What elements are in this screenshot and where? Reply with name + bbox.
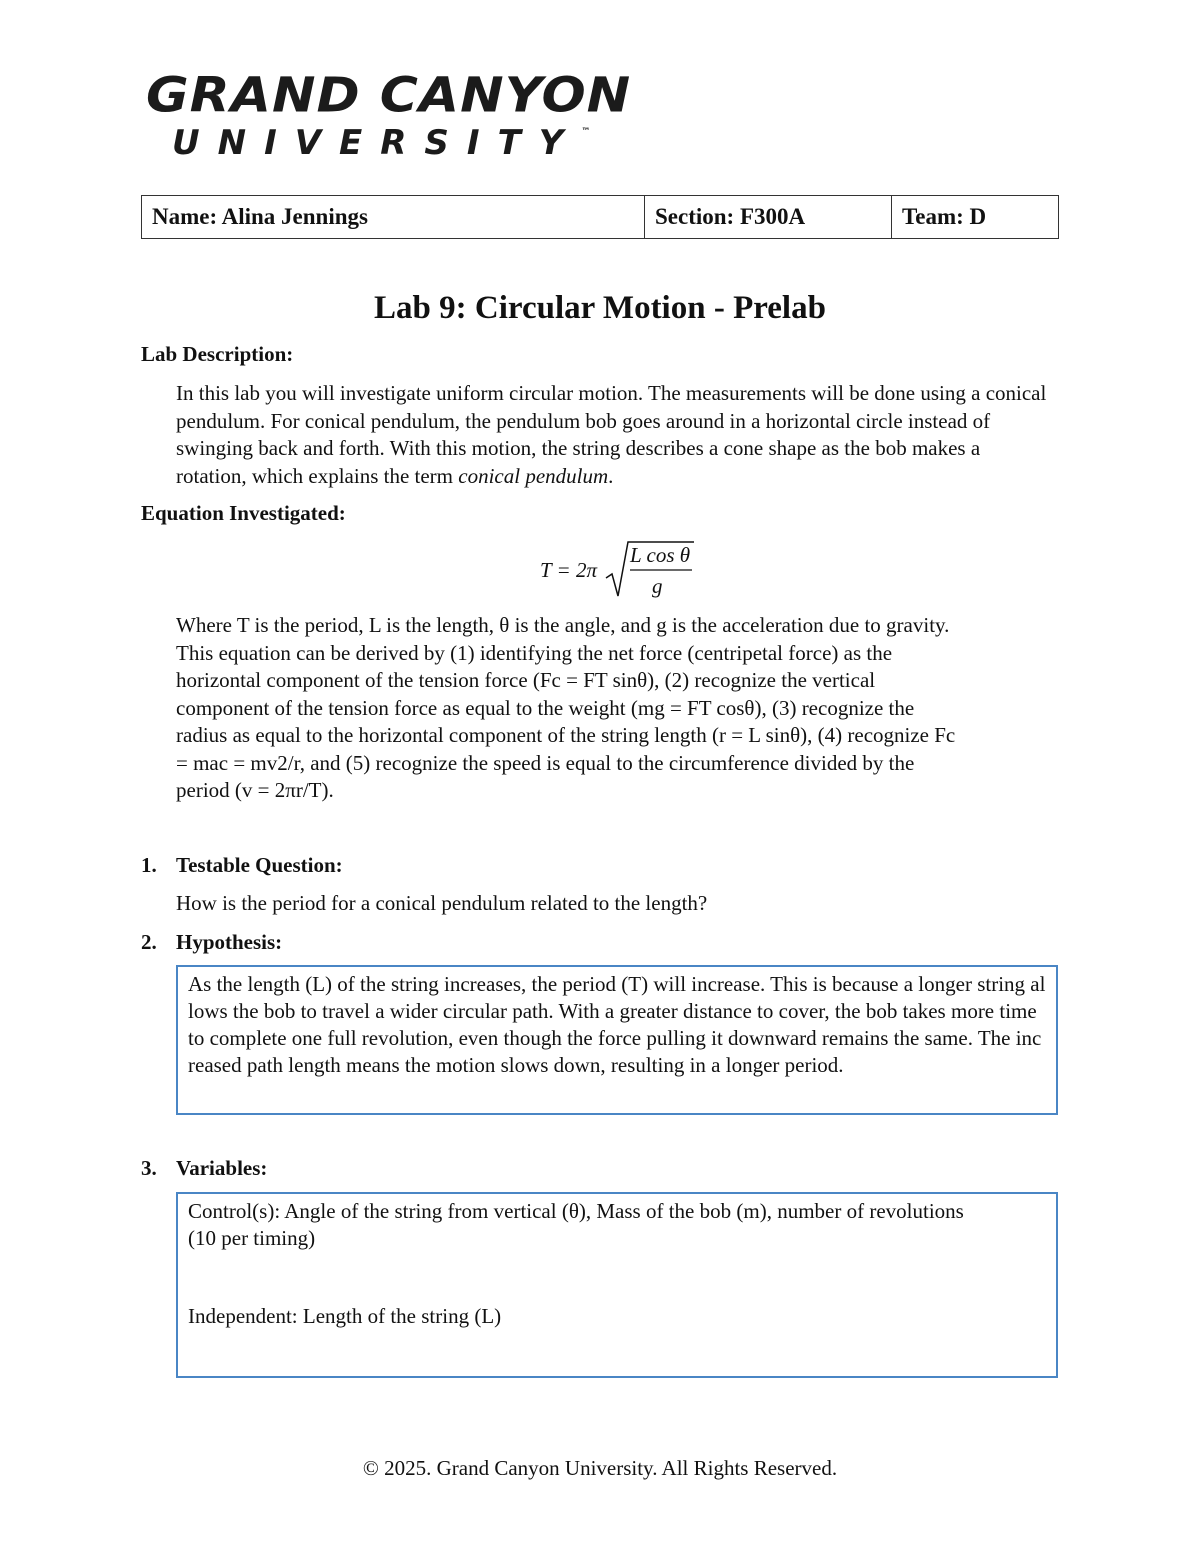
logo-line2 [172,123,591,163]
page-title: Lab 9: Circular Motion - Prelab [374,290,826,326]
explanation-line: period (v = 2πr/T). [176,778,334,802]
variables-box[interactable] [176,1192,1058,1378]
equation-numerator: L cos θ [630,543,691,567]
section-cell: Section: F300A [645,196,892,239]
explanation-line: = mac = mv2/r, and (5) recognize the speed is equal to the circumference divided by the [176,750,915,775]
q3-heading: Variables: [176,1156,268,1180]
independent-variable: Independent: Length of the string (L) [188,1304,502,1328]
logo-trademark: ™ [581,127,591,137]
name-cell: Name: Alina Jennings [142,196,645,239]
explanation-line: component of the tension force as equal to the weight (mg = FT cosθ), (3) recognize the [176,695,915,720]
q1-heading: Testable Question: [176,853,343,877]
equation-heading: Equation Investigated: [141,501,346,525]
explanation-line: horizontal component of the tension force (Fc = FT sinθ), (2) recognize the vertical [176,668,876,692]
copyright-footer: © 2025. Grand Canyon University. All Rights Reserved. [362,1456,838,1480]
explanation-line: This equation can be derived by (1) identifying the net force (centripetal force) as the [176,640,893,665]
hypothesis-box[interactable] [176,965,1058,1115]
q1-text: How is the period for a conical pendulum related to the length? [176,891,708,915]
logo-line2-text: UNIVERSITY [172,123,582,163]
logo-line1: GRAND CANYON [146,68,632,124]
explanation-line: Where T is the period, L is the length, θ is the angle, and g is the acceleration due to gravity. [176,613,950,637]
lab-description-body: In this lab you will investigate uniform circular motion. The measurements will be done using a conical pendulum. For conical pendulum, the pendulum bob goes around in a horizontal circle instead of swinging back and forth. With this motion, the string describes a cone shape as the bob makes a rotation, which explains the term [176,381,1047,488]
explanation-line: radius as equal to the horizontal component of the string length (r = L sinθ), (4) recognize Fc [176,723,956,747]
equation-lhs: T = 2π [540,558,597,582]
lab-description-text [176,380,1052,490]
equation-denominator: g [652,574,663,598]
student-info-table [141,195,1059,239]
hypothesis-text: As the length (L) of the string increases, the period (T) will increase. This is because a longer string allows the bob to travel a wider circular path. With a greater distance to cover, the bob takes more time to complete one full revolution, even though the force pulling it downward remains the same. The increased path length means the motion slows down, resulting in a longer period. [188,972,1046,1077]
equation-explanation [176,612,1056,805]
lab-description-heading: Lab Description: [141,342,294,366]
q3-number: 3. [141,1156,157,1180]
lab-description-term: conical pendulum [458,463,609,488]
control-variables: Control(s): Angle of the string from vertical (θ), Mass of the bob (m), number of revolutions (10 per timing) [188,1199,964,1250]
lab-description-end: . [608,463,614,488]
team-cell: Team: D [892,196,1059,239]
q2-heading: Hypothesis: [176,930,283,954]
q1-number: 1. [141,853,157,877]
q2-number: 2. [141,930,157,954]
